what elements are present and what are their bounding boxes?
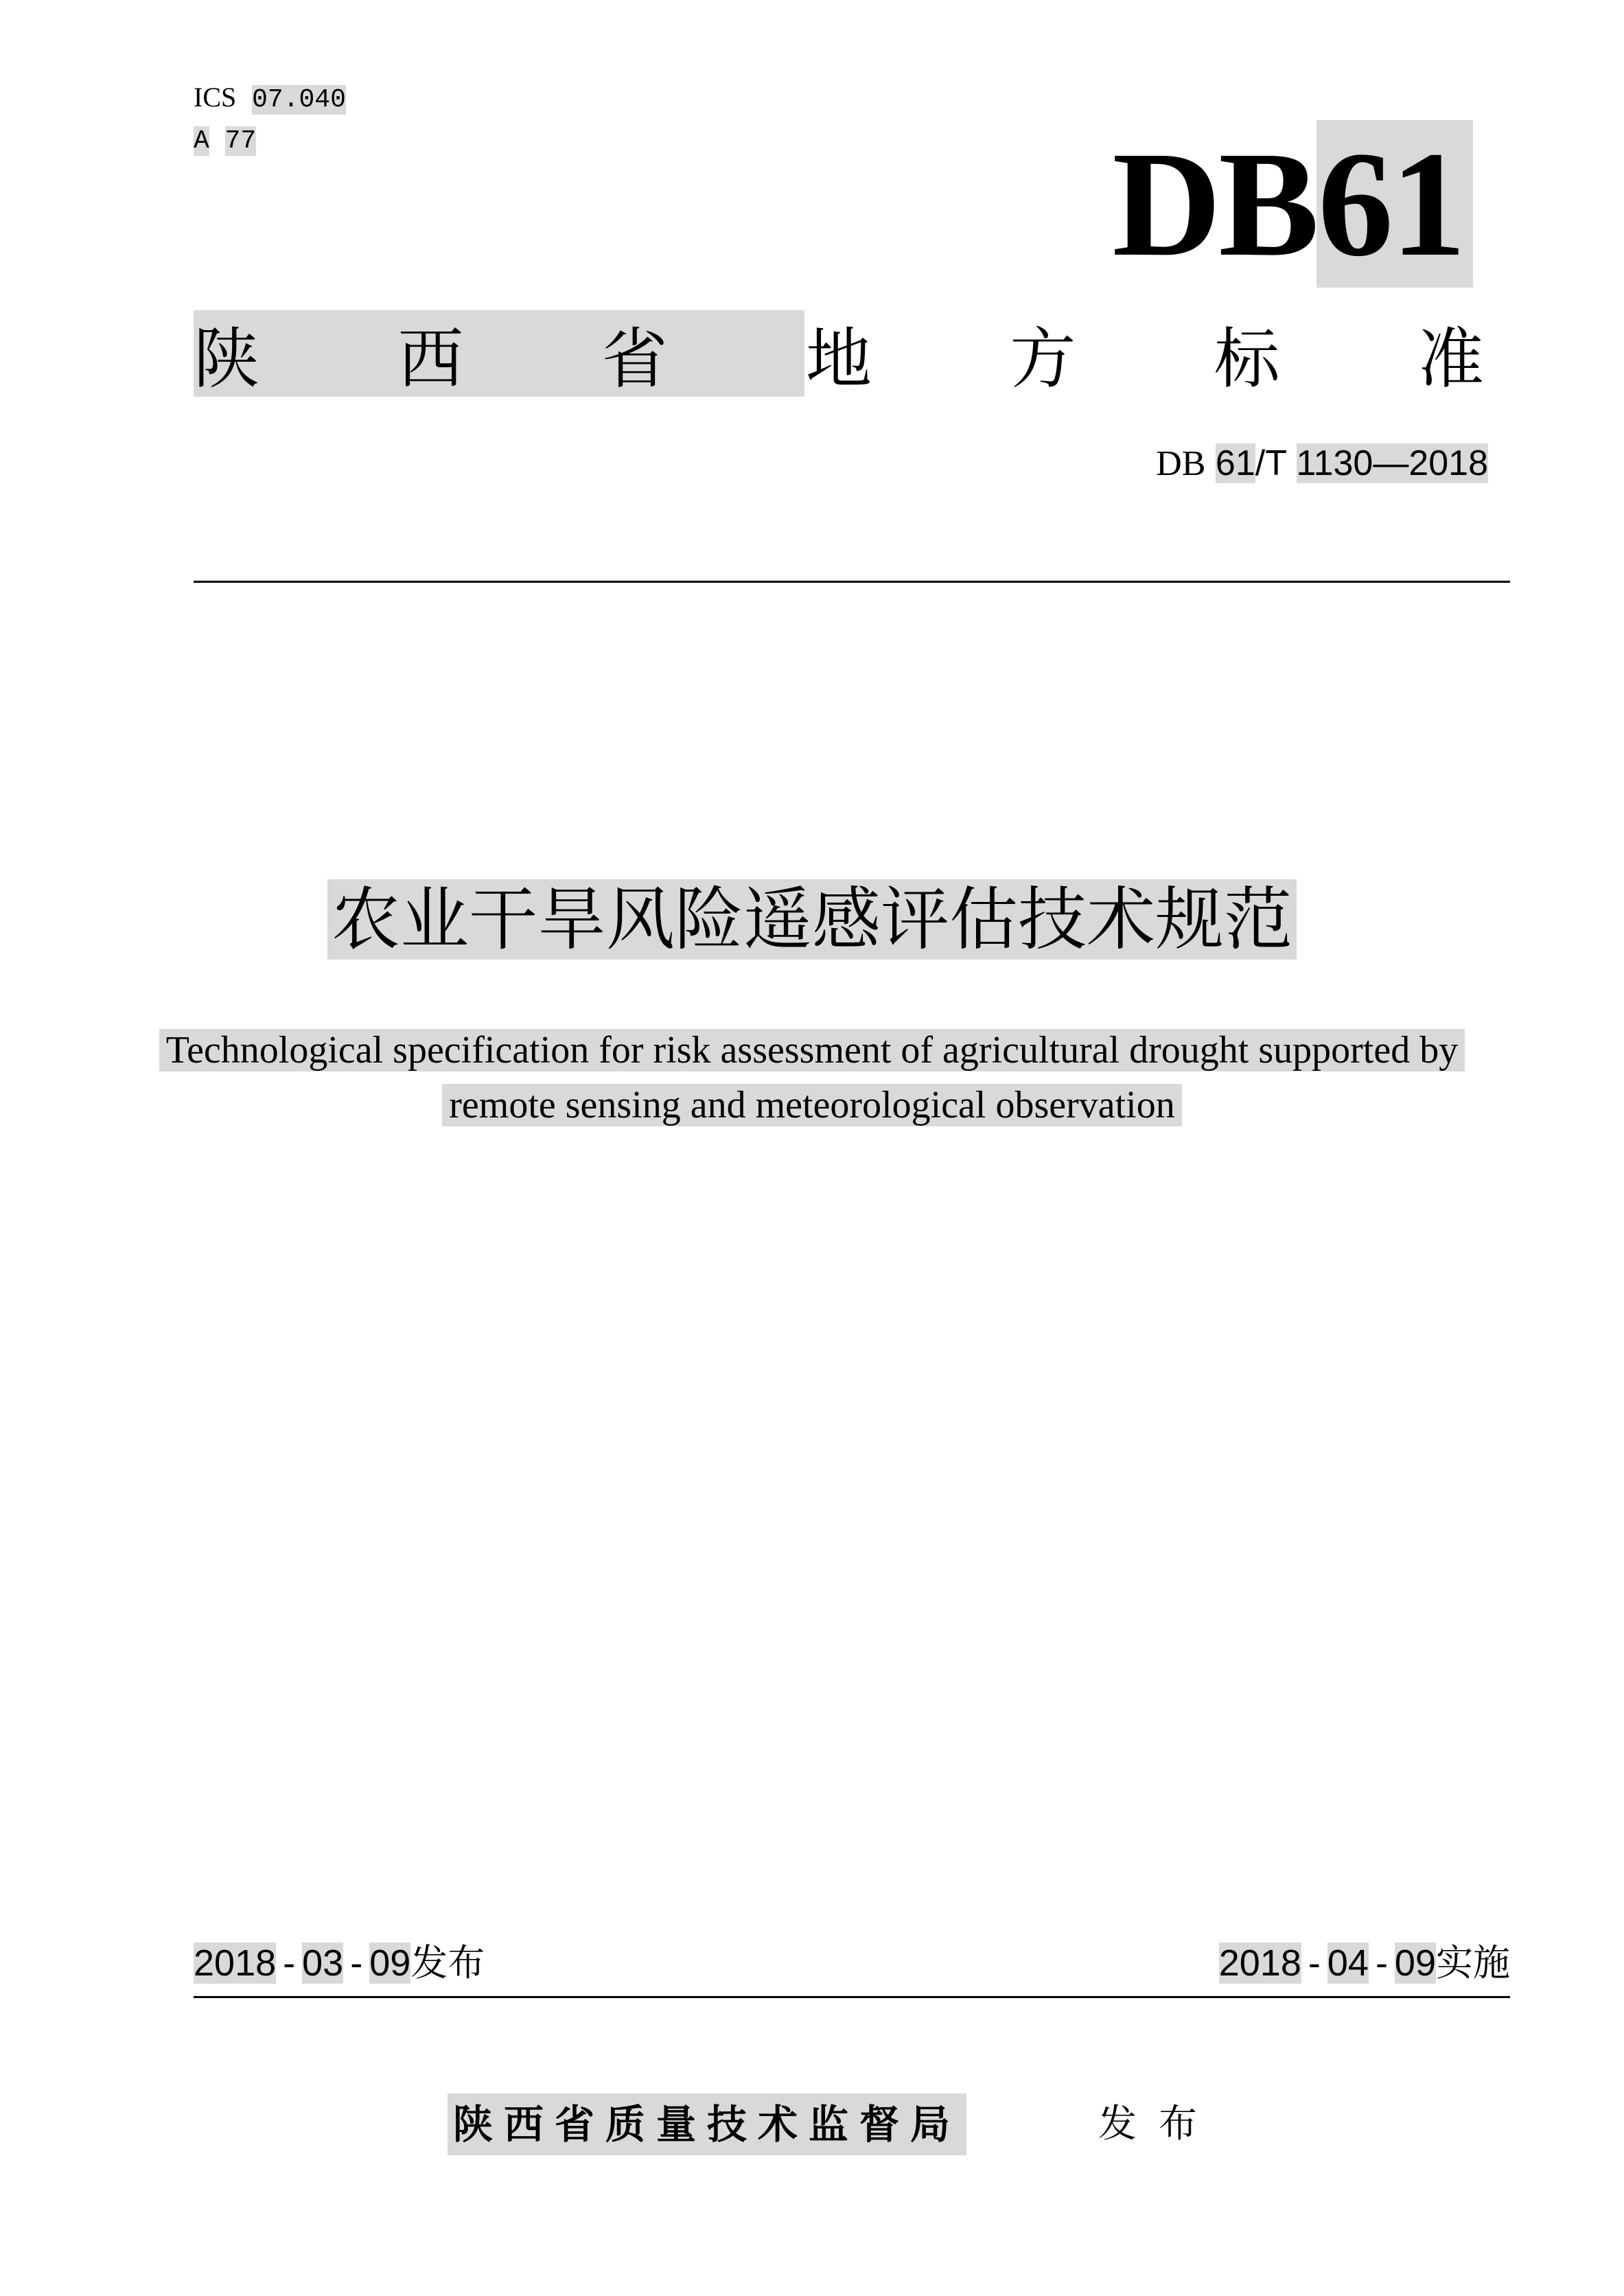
implement-month: 04	[1327, 1943, 1369, 1984]
title-english	[0, 1023, 1624, 1133]
classification-line	[194, 124, 256, 159]
title-english-line-1: Technological specification for risk assessment of agricultural drought supported by	[159, 1029, 1465, 1071]
logo-prefix: DB	[1112, 120, 1316, 288]
implement-day: 09	[1394, 1943, 1436, 1984]
heading-char: 西	[397, 320, 464, 397]
standard-number	[1156, 439, 1488, 488]
class-code: 77	[224, 126, 257, 156]
std-number-province: 61	[1215, 443, 1255, 483]
publisher-name: 陕西省质量技术监督局	[448, 2094, 966, 2155]
release-month: 03	[302, 1943, 344, 1984]
release-year: 2018	[194, 1943, 277, 1984]
logo-number: 61	[1316, 120, 1473, 288]
implement-label: 实施	[1436, 1941, 1510, 1984]
title-english-line-2: remote sensing and meteorological observation	[442, 1084, 1181, 1126]
heading-char: 标	[1214, 320, 1280, 397]
db61-logo	[1112, 120, 1473, 288]
heading-char: 准	[1417, 320, 1484, 397]
std-number-code: 1130—2018	[1296, 443, 1488, 483]
header-divider	[194, 581, 1510, 583]
heading-char: 陕	[194, 320, 259, 397]
title-chinese	[0, 872, 1624, 968]
ics-code: 07.040	[252, 85, 346, 115]
class-letter: A	[194, 126, 209, 156]
implement-sep: -	[1308, 1943, 1321, 1984]
heading-char: 方	[1010, 320, 1076, 397]
release-date	[194, 1937, 485, 1989]
heading-char: 省	[601, 320, 668, 397]
standard-type-heading	[194, 310, 1484, 397]
std-number-prefix: DB	[1156, 444, 1206, 483]
implement-sep: -	[1375, 1943, 1388, 1984]
implement-year: 2018	[1218, 1943, 1301, 1984]
implementation-date	[1219, 1937, 1510, 1989]
title-chinese-text: 农业干旱风险遥感评估技术规范	[327, 879, 1297, 960]
release-day: 09	[369, 1943, 411, 1984]
std-number-type: /T	[1255, 443, 1287, 483]
release-sep: -	[283, 1943, 296, 1984]
heading-char: 地	[805, 320, 872, 397]
publisher-action: 发布	[1098, 2102, 1219, 2146]
ics-line	[194, 80, 346, 118]
footer-divider	[194, 1996, 1510, 1998]
ics-label: ICS	[194, 82, 237, 113]
release-label: 发布	[410, 1941, 485, 1984]
release-sep: -	[350, 1943, 363, 1984]
